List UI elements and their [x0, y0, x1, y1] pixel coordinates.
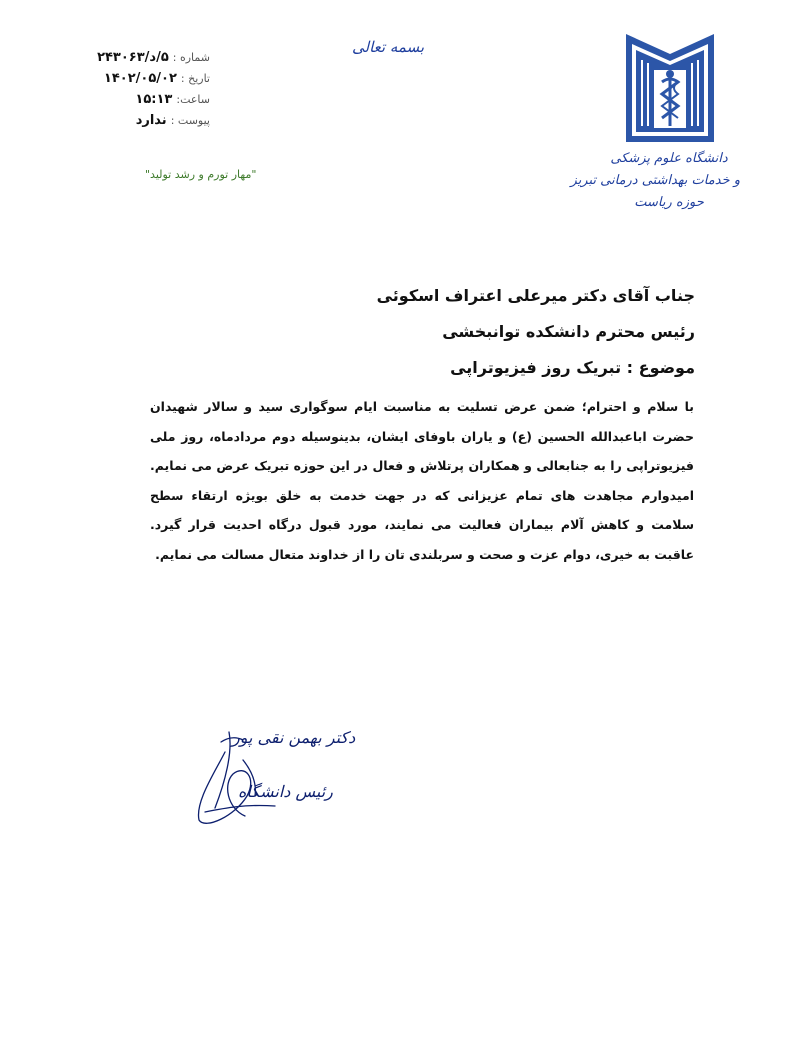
recipient-title: رئیس محترم دانشکده توانبخشی — [442, 322, 695, 341]
university-logo-icon — [620, 30, 720, 148]
meta-time-value: ۱۵:۱۳ — [135, 92, 173, 107]
signatory-name: دکتر بهمن نقی پور — [232, 728, 356, 747]
meta-number-value: ۵/د/۲۴۳۰۶۳ — [97, 50, 169, 65]
signatory-title: رئیس دانشگاه — [238, 782, 333, 801]
bismillah-heading: بسمه تعالی — [352, 38, 425, 56]
letter-meta — [60, 50, 210, 134]
meta-time-label: ساعت: — [176, 93, 210, 106]
recipient-block — [377, 278, 695, 386]
meta-number-row — [60, 50, 210, 71]
letter-subject: موضوع : تبریک روز فیزیوتراپی — [450, 358, 695, 377]
recipient-name: جناب آقای دکتر میرعلی اعتراف اسکوئی — [376, 286, 695, 305]
meta-number-label: شماره : — [172, 51, 210, 64]
university-name — [570, 148, 740, 214]
university-name-line1: دانشگاه علوم پزشکی — [610, 151, 728, 166]
university-name-line3: حوزه ریاست — [634, 195, 704, 210]
letter-body: با سلام و احترام؛ ضمن عرض تسلیت به مناسبت ایام سوگواری سید و سالار شهیدان حضرت اباعبدالله الحسین (ع) و یاران باوفای ایشان، بدینوسیله دوم مردادماه، روز ملی فیزیوتراپی را به جنابعالی و همکاران پرتلاش و فعال در این حوزه تبریک عرض می نمایم. امیدوارم مجاهدت های تمام عزیزانی که در جهت خدمت به خلق بویژه ارتقاء سطح سلامت و کاهش آلام بیماران فعالیت می نمایند، مورد قبول درگاه احدیت قرار گیرد. عاقبت به خیری، دوام عزت و صحت و سربلندی تان را از خداوند متعال مسالت می نمایم. — [150, 399, 694, 562]
meta-attachment-value: ندارد — [135, 113, 167, 128]
university-name-line2: و خدمات بهداشتی درمانی تبریز — [570, 173, 740, 188]
meta-date-label: تاریخ : — [180, 72, 210, 85]
meta-attachment-row — [60, 113, 210, 134]
year-slogan: "مهار تورم و رشد تولید" — [145, 168, 257, 181]
meta-attachment-label: پیوست : — [170, 114, 210, 127]
meta-date-value: ۱۴۰۲/۰۵/۰۲ — [103, 71, 177, 86]
meta-date-row — [60, 71, 210, 92]
meta-time-row — [60, 92, 210, 113]
